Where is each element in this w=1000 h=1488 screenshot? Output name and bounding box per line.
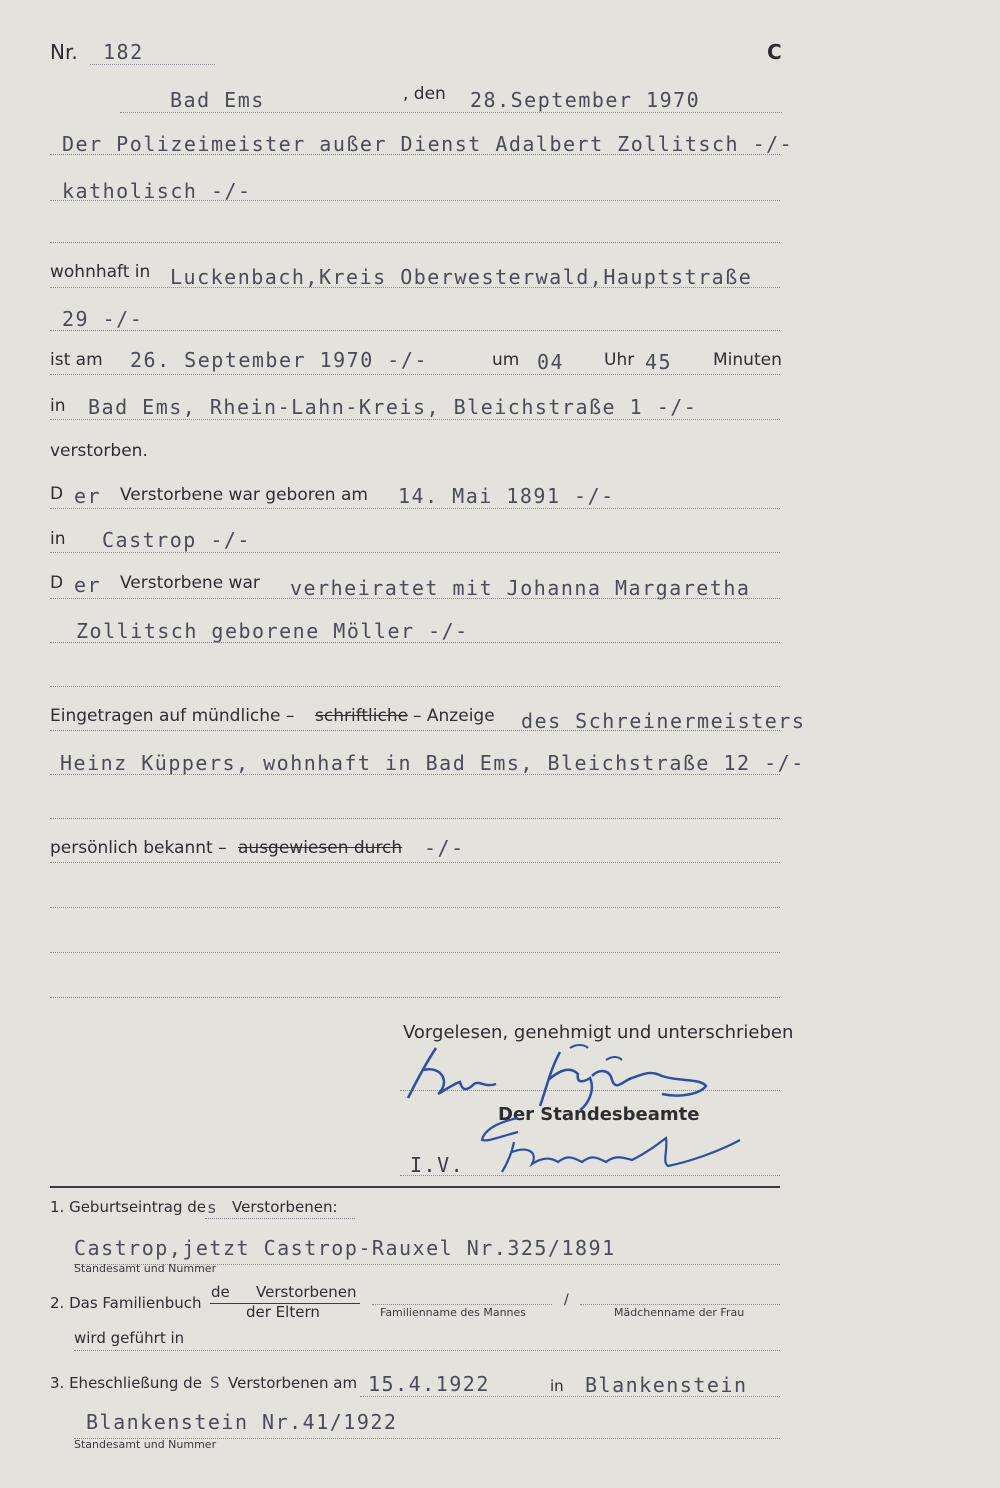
item-2-bottom: der Eltern: [246, 1303, 320, 1321]
in-label: in: [50, 396, 66, 416]
item-3-date: 15.4.1922: [368, 1372, 490, 1396]
wohnhaft-value-2: 29 -/-: [62, 307, 144, 331]
item-1-caption: Standesamt und Nummer: [74, 1262, 217, 1275]
in-2-label: in: [50, 529, 66, 549]
item-2-top-de: de: [211, 1283, 230, 1301]
item-1-rest: Verstorbenen:: [232, 1198, 338, 1216]
registrar-signature: [478, 1112, 748, 1174]
standesbeamte-label: Der Standesbeamte: [498, 1104, 700, 1125]
item-3-label: 3. Eheschließung de: [50, 1374, 202, 1392]
der-1-er: er: [74, 484, 102, 508]
geboren-value: 14. Mai 1891 -/-: [398, 484, 615, 508]
vorgelesen-label: Vorgelesen, genehmigt und unterschrieben: [403, 1022, 794, 1043]
item-2-slash: /: [564, 1292, 569, 1308]
deceased-line-2: katholisch -/-: [62, 179, 252, 203]
wohnhaft-value-1: Luckenbach,Kreis Oberwesterwald,Hauptstraße: [170, 265, 753, 289]
date-value: 28.September 1970: [470, 88, 701, 112]
eingetragen-label: Eingetragen auf mündliche –: [50, 706, 295, 726]
der-1-d: D: [50, 484, 64, 504]
item-1-label: 1. Geburtseintrag de: [50, 1198, 207, 1216]
verstorben-label: verstorben.: [50, 441, 148, 461]
item-3-place: Blankenstein: [585, 1373, 748, 1397]
item-3-value: Blankenstein Nr.41/1922: [86, 1410, 398, 1434]
place-value: Bad Ems: [170, 88, 265, 112]
bekannt-strike: ausgewiesen durch: [238, 838, 403, 858]
item-3-in: in: [550, 1377, 564, 1395]
item-3-caption: Standesamt und Nummer: [74, 1438, 217, 1451]
item-2-label: 2. Das Familienbuch: [50, 1294, 202, 1312]
wohnhaft-label: wohnhaft in: [50, 262, 151, 282]
der-2-d: D: [50, 573, 64, 593]
item-1-s: s: [207, 1198, 219, 1217]
eingetragen-dash: – Anzeige: [413, 706, 495, 726]
deceased-line-1: Der Polizeimeister außer Dienst Adalbert Zollitsch -/-: [62, 132, 794, 156]
ist-am-label: ist am: [50, 350, 103, 370]
eingetragen-strike: schriftliche: [315, 706, 409, 726]
in-value: Bad Ems, Rhein-Lahn-Kreis, Bleichstraße 1 -/-: [88, 395, 698, 419]
item-1-value: Castrop,jetzt Castrop-Rauxel Nr.325/1891: [74, 1236, 616, 1260]
in-2-value: Castrop -/-: [102, 528, 251, 552]
war-label: Verstorbene war: [120, 573, 260, 593]
uhr-label: Uhr: [604, 350, 635, 370]
den-label: , den: [403, 84, 446, 104]
ist-am-value: 26. September 1970 -/-: [130, 348, 428, 372]
informant-signature: [400, 1040, 720, 1110]
nr-value: 182: [103, 40, 144, 64]
war-value-2: Zollitsch geborene Möller -/-: [76, 619, 469, 643]
form-letter: C: [767, 40, 782, 64]
item-2-caption-frau: Mädchenname der Frau: [614, 1306, 745, 1319]
war-value-1: verheiratet mit Johanna Margaretha: [290, 576, 751, 600]
uhr-value: 45: [645, 350, 673, 374]
bekannt-label: persönlich bekannt –: [50, 838, 227, 858]
item-2-wird: wird geführt in: [74, 1329, 185, 1347]
minuten-label: Minuten: [713, 350, 782, 370]
um-label: um: [492, 350, 520, 370]
iv-label: I.V.: [410, 1153, 465, 1177]
item-3-s: S: [210, 1373, 222, 1392]
eingetragen-value-1: des Schreinermeisters: [521, 709, 806, 733]
geboren-label: Verstorbene war geboren am: [120, 485, 368, 505]
eingetragen-value-2: Heinz Küppers, wohnhaft in Bad Ems, Bleichstraße 12 -/-: [60, 751, 805, 775]
nr-label: Nr.: [50, 40, 78, 64]
item-3-rest: Verstorbenen am: [228, 1374, 358, 1392]
der-2-er: er: [74, 573, 102, 597]
bekannt-value: -/-: [424, 836, 465, 860]
item-2-caption-mann: Familienname des Mannes: [380, 1306, 527, 1319]
um-value: 04: [537, 350, 565, 374]
item-2-top-value: Verstorbenen: [256, 1283, 357, 1301]
